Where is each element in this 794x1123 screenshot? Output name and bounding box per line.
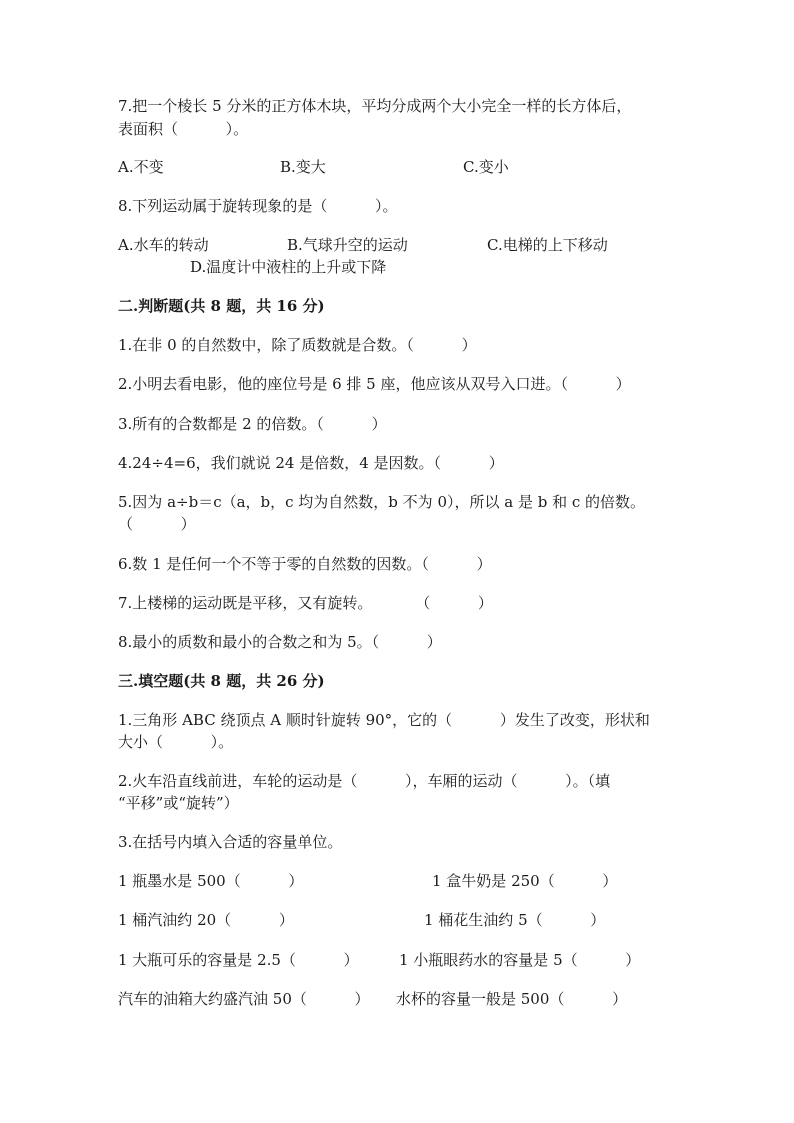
s3-q1-line1: 1.三角形 ABC 绕顶点 A 顺时针旋转 90°，它的（ ）发生了改变，形状和 <box>118 711 650 729</box>
s2-item-5-line2: （ ） <box>118 515 196 533</box>
fill-2-right: 1 桶花生油约 5（ ） <box>424 911 606 929</box>
s3-q1-line2: 大小（ ）。 <box>118 733 234 751</box>
s2-item-1: 1.在非 0 的自然数中，除了质数就是合数。（ ） <box>118 336 477 354</box>
s2-item-4: 4.24÷4=6，我们就说 24 是倍数，4 是因数。（ ） <box>118 454 504 472</box>
q7-line1: 7.把一个棱长 5 分米的正方体木块，平均分成两个大小完全一样的长方体后， <box>118 97 632 115</box>
fill-3-right: 1 小瓶眼药水的容量是 5（ ） <box>399 951 641 969</box>
s3-q2-line1: 2.火车沿直线前进，车轮的运动是（ ），车厢的运动（ ）。（填 <box>118 772 611 790</box>
q7-option-c: C.变小 <box>463 158 509 176</box>
q8-line1: 8.下列运动属于旋转现象的是（ ）。 <box>118 197 398 215</box>
s2-item-8: 8.最小的质数和最小的合数之和为 5。（ ） <box>118 633 442 651</box>
s3-q2-line2: “平移”或“旋转”） <box>118 794 239 812</box>
fill-3-left: 1 大瓶可乐的容量是 2.5（ ） <box>118 951 359 969</box>
s2-item-3: 3.所有的合数都是 2 的倍数。（ ） <box>118 415 387 433</box>
q8-option-b: B.气球升空的运动 <box>287 236 408 254</box>
q7-option-a: A.不变 <box>118 158 164 176</box>
q7-option-b: B.变大 <box>280 158 326 176</box>
s3-q3: 3.在括号内填入合适的容量单位。 <box>118 833 343 851</box>
s2-item-7: 7.上楼梯的运动既是平移，又有旋转。 （ ） <box>118 594 493 612</box>
s2-item-6: 6.数 1 是任何一个不等于零的自然数的因数。（ ） <box>118 555 492 573</box>
fill-4-left: 汽车的油箱大约盛汽油 50（ ） <box>118 990 370 1008</box>
q8-option-d: D.温度计中液柱的上升或下降 <box>190 258 387 276</box>
fill-1-left: 1 瓶墨水是 500（ ） <box>118 872 304 890</box>
q7-line2: 表面积（ ）。 <box>118 120 249 138</box>
fill-2-left: 1 桶汽油约 20（ ） <box>118 911 294 929</box>
q8-option-a: A.水车的转动 <box>118 236 209 254</box>
s2-item-2: 2.小明去看电影，他的座位号是 6 排 5 座，他应该从双号入口进。（ ） <box>118 375 631 393</box>
s2-item-5-line1: 5.因为 a÷b＝c（a，b，c 均为自然数，b 不为 0），所以 a 是 b 和 c 的倍数。 <box>118 493 646 511</box>
section2-title: 二.判断题(共 8 题，共 16 分) <box>118 297 325 315</box>
fill-1-right: 1 盒牛奶是 250（ ） <box>432 872 618 890</box>
section3-title: 三.填空题(共 8 题，共 26 分) <box>118 672 325 690</box>
q8-option-c: C.电梯的上下移动 <box>487 236 608 254</box>
fill-4-right: 水杯的容量一般是 500（ ） <box>396 990 628 1008</box>
